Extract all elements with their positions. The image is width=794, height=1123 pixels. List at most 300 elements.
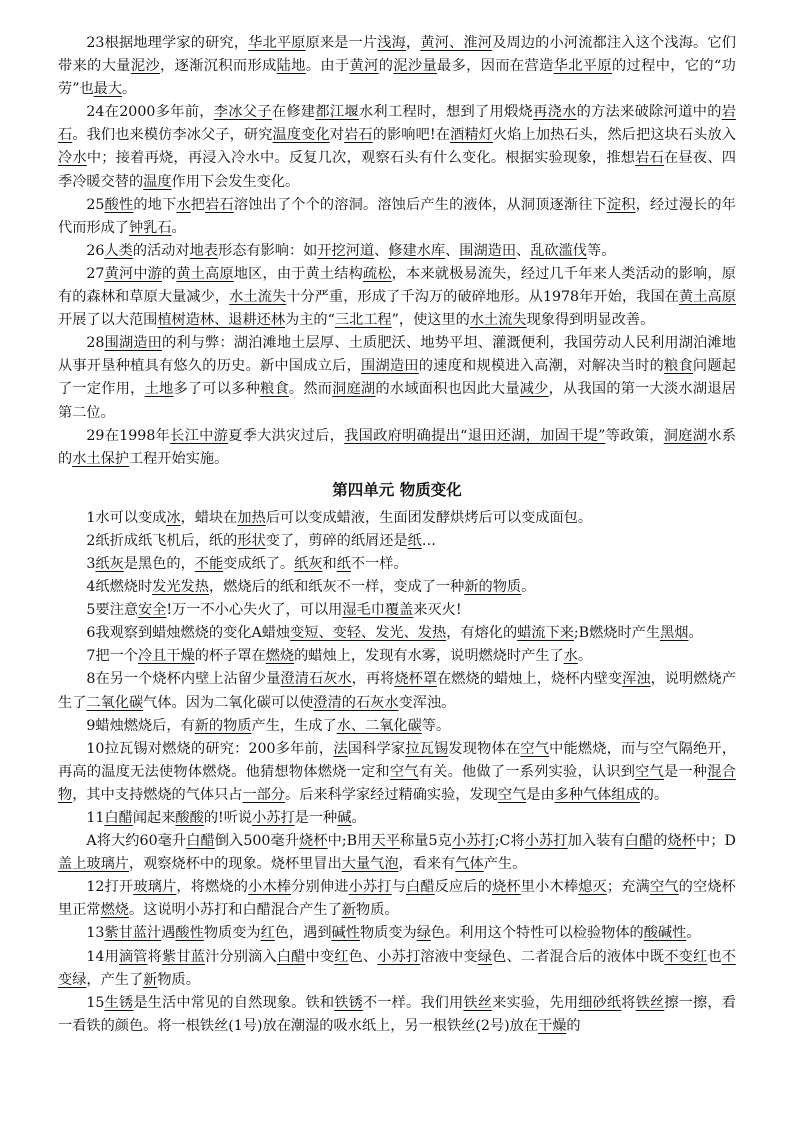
underlined-keyword: 洞庭湖 <box>663 427 708 444</box>
underlined-keyword: 我国政府明确提出“退田还湖，加固干堤” <box>344 427 606 444</box>
text-run: 火焰上加热石头，然后把这块石头放入 <box>492 127 736 144</box>
underlined-keyword: 三北工程 <box>334 312 392 329</box>
text-run: 的影响吧!在 <box>372 127 451 144</box>
text-run: 。然而 <box>288 381 333 398</box>
text-run: 26 <box>86 242 105 259</box>
text-run: 2纸折成纸飞机后，纸的 <box>86 532 238 549</box>
underlined-keyword: 铁锈 <box>334 994 363 1011</box>
text-run: 是一种 <box>664 763 708 780</box>
underlined-keyword: 红 <box>260 925 275 942</box>
underlined-keyword: 粮食 <box>664 358 693 375</box>
underlined-keyword: 水 <box>176 196 191 213</box>
underlined-keyword: 湿毛巾覆盖 <box>342 602 414 619</box>
underlined-keyword: 淀积 <box>606 196 636 213</box>
text-run: 的杯子罩在 <box>194 648 266 665</box>
text-run: 24在2000多年前， <box>86 104 214 121</box>
underlined-keyword: 碱 <box>337 810 352 826</box>
paragraph <box>58 599 736 622</box>
text-run: 十分严重，形成了千沟万的破碎地形。从1978年开始，我国在 <box>286 289 679 306</box>
text-run: 倒入500毫升 <box>214 833 300 850</box>
text-run: 、 <box>516 242 531 259</box>
text-run: ，其中支持燃烧的气体只占 <box>72 786 243 803</box>
underlined-keyword: 开挖河道 <box>317 242 375 259</box>
underlined-keyword: 细砂纸 <box>578 994 622 1011</box>
underlined-keyword: 新 <box>341 902 356 919</box>
underlined-keyword: 二氧化碳 <box>86 694 144 711</box>
underlined-keyword: 熄灭 <box>578 879 607 896</box>
text-run: ;C将 <box>494 833 525 850</box>
underlined-keyword: 水土流失 <box>469 312 527 329</box>
underlined-keyword: 多种气体组成 <box>554 786 640 803</box>
underlined-keyword: 人类 <box>104 242 133 259</box>
text-run: 物质。 <box>356 902 399 919</box>
text-run: 变了，剪碎的纸屑还是 <box>265 532 408 549</box>
text-run: 中；接着再烧，再浸入冷水中。反复几次，观察石头有什么变化。根据实验现象，推想 <box>86 150 636 167</box>
text-run: 不一样。 <box>350 555 408 572</box>
text-run: 中能燃烧，而与空气隔绝开，再高的温度无法使物体燃烧。他猜想物体燃烧一定和 <box>58 740 736 780</box>
section-unit-three-tail <box>58 32 736 471</box>
paragraph <box>58 101 736 193</box>
underlined-keyword: 盖上玻璃片 <box>58 856 129 873</box>
text-run: 是由 <box>526 786 555 803</box>
underlined-keyword: 小苏打 <box>524 833 568 850</box>
text-run: 有关。他做了一系列实验，认识到 <box>418 763 636 780</box>
text-run: 的!听说 <box>203 810 253 826</box>
text-run: ，产生了 <box>86 971 144 988</box>
underlined-keyword: 减少 <box>519 381 549 398</box>
underlined-keyword: 干燥 <box>538 1017 567 1034</box>
underlined-keyword: 黄河中游 <box>104 265 163 282</box>
underlined-keyword: 酸性 <box>104 196 134 213</box>
text-run: 原来是一片 <box>305 35 378 51</box>
text-run: ，本来就极易流失，经过几千年来人类活动的影响，原有的森林和草原大量减少， <box>58 265 736 306</box>
underlined-keyword: 纸 <box>336 555 351 572</box>
text-run: 是一种 <box>294 810 338 826</box>
text-run: 现象得到明显改善。 <box>526 312 655 329</box>
section-unit-four <box>58 507 736 1038</box>
paragraph <box>58 240 736 263</box>
text-run: 、 <box>374 242 389 259</box>
text-run: 。 <box>351 810 366 826</box>
text-run: 溶液中变 <box>420 948 478 965</box>
text-run: ;B燃烧时产生 <box>573 625 661 642</box>
text-run: 变成纸了。 <box>223 555 295 572</box>
text-run: 色、 <box>348 948 378 965</box>
text-run: 分别伸进 <box>291 879 349 896</box>
text-run: 。由于 <box>305 58 350 75</box>
underlined-keyword: 温度变化 <box>272 127 330 144</box>
text-run: 遇 <box>161 925 176 942</box>
underlined-keyword: 烧杯 <box>492 879 521 896</box>
text-run: 夏季大洪灾过后， <box>228 427 345 444</box>
text-run: 擦一擦，看一看铁的颜色。将一根铁丝(1号)放在潮湿的吸水纸上，另一根铁丝(2号)放在 <box>58 994 736 1034</box>
underlined-keyword: 白醋 <box>624 833 654 850</box>
underlined-keyword: 新的物质 <box>464 579 522 596</box>
underlined-keyword: 铁丝 <box>463 994 493 1011</box>
text-run: 的空烧杯里正常 <box>58 879 736 919</box>
underlined-keyword: 陆地 <box>276 58 306 75</box>
text-run: 在昼夜、四季冷暖交替的 <box>58 150 736 190</box>
text-run: 15 <box>86 994 105 1011</box>
text-run: 的利与弊：湖泊滩地土层厚、土质肥沃、地势平坦、灌溉便利，我国劳动人民利用湖泊滩地从事开垦种植具有悠久的历史。新中国成立后， <box>58 335 736 375</box>
text-run: 不一样。我们用 <box>362 994 464 1011</box>
text-run: ，说明燃烧产生了 <box>58 671 736 711</box>
text-run: 把 <box>190 196 206 213</box>
text-run: ，看来有 <box>398 856 456 873</box>
text-run: 的蜡烛上，发现有水雾，说明燃烧时产生了 <box>294 648 564 665</box>
underlined-keyword: 乱砍滥伐 <box>530 242 587 259</box>
text-run: 发现物体在 <box>448 740 521 757</box>
paragraph <box>58 553 736 576</box>
text-run: 的水域面积也因此大量 <box>375 381 520 398</box>
paragraph <box>58 622 736 645</box>
text-run: 是黑色的， <box>123 555 195 572</box>
underlined-keyword: 不变红 <box>664 948 708 965</box>
text-run: 变浑浊。 <box>398 694 456 711</box>
text-run: 问题起了一定作用， <box>58 358 736 398</box>
text-run: 的 <box>162 265 177 282</box>
text-run: ；充满 <box>606 879 650 896</box>
underlined-keyword: 紫甘蓝汁 <box>104 925 162 942</box>
underlined-keyword: 生锈 <box>104 994 134 1011</box>
underlined-keyword: 燃烧 <box>100 902 129 919</box>
underlined-keyword: 浅海 <box>377 35 406 51</box>
text-run: ，从我国的第一大淡水湖退居第二位。 <box>58 381 736 421</box>
text-run: 闻起来 <box>132 810 176 826</box>
text-run: 国科学家 <box>347 740 406 757</box>
text-run: 。我们也来模仿李冰父子，研究 <box>72 127 273 144</box>
underlined-keyword: 水土保护 <box>72 450 129 467</box>
text-run: 。这说明小苏打和白醋混合产生了 <box>128 902 342 919</box>
text-run: 6我观察到蜡烛燃烧的变化A蜡烛 <box>86 625 291 642</box>
underlined-keyword: 紫甘蓝 <box>162 948 206 965</box>
underlined-keyword: 华北平原 <box>248 35 306 51</box>
underlined-keyword: 不变绿 <box>58 948 736 988</box>
underlined-keyword: 岩石 <box>205 196 234 213</box>
paragraph <box>58 530 736 553</box>
text-run: 加入装有 <box>567 833 625 850</box>
text-run: 是生活中常见的自然现象。铁和 <box>133 994 335 1011</box>
underlined-keyword: 泥沙 <box>130 58 161 75</box>
text-run: 里小木棒 <box>520 879 579 896</box>
underlined-keyword: 黄土高原 <box>679 289 736 306</box>
text-run: ，蜡块在 <box>180 509 238 526</box>
underlined-keyword: 黄河 <box>349 58 379 75</box>
text-run: 形态有影响：如 <box>218 242 318 259</box>
paragraph <box>58 194 736 240</box>
underlined-keyword: 拉瓦锡 <box>405 740 449 757</box>
underlined-keyword: 岩石 <box>344 127 373 144</box>
text-run: A将大约60毫升 <box>86 833 187 850</box>
text-run: 作用下会发生变化。 <box>171 173 300 190</box>
underlined-keyword: 酒精灯 <box>450 127 493 144</box>
text-run: 23根据地理学家的研究， <box>86 35 249 51</box>
underlined-keyword: 铁丝 <box>635 994 665 1011</box>
text-run: 。后来科学家经过精确实验，发现 <box>285 786 498 803</box>
underlined-keyword: 小木棒 <box>248 879 292 896</box>
underlined-keyword: 都江堰 <box>315 104 359 121</box>
underlined-keyword: 洞庭湖 <box>332 381 376 398</box>
underlined-keyword: 烧杯 <box>299 833 328 850</box>
paragraph <box>58 946 736 992</box>
underlined-keyword: 酸碱性 <box>643 925 687 942</box>
text-run: 多了可以多种 <box>173 381 261 398</box>
text-run: ，经过漫长的年代而形成了 <box>58 196 736 236</box>
underlined-keyword: 加热 <box>237 509 266 526</box>
text-run: … <box>421 532 436 549</box>
underlined-keyword: 长江中游 <box>170 427 229 444</box>
underlined-keyword: 变短、变轻、发光、发热 <box>290 625 447 642</box>
text-run: ，逐渐沉积而形成 <box>160 58 277 75</box>
text-run: 25 <box>86 196 105 213</box>
text-run: 产生。 <box>483 856 527 873</box>
text-run: 来灭火! <box>413 602 462 619</box>
text-run: 的 <box>378 58 394 75</box>
underlined-keyword: 白醋 <box>405 879 435 896</box>
underlined-keyword: 空气 <box>649 879 679 896</box>
text-run: 中;B用 <box>327 833 372 850</box>
underlined-keyword: 新 <box>143 971 158 988</box>
underlined-keyword: 空气 <box>520 740 550 757</box>
underlined-keyword: 泥沙量 <box>393 58 438 75</box>
underlined-keyword: 大量气泡 <box>341 856 399 873</box>
text-run: 12打开 <box>86 879 134 896</box>
text-run: 反应后的 <box>434 879 493 896</box>
text-run: 在燃烧的蜡烛上，烧杯内壁变 <box>437 671 623 688</box>
text-run: 的 <box>653 833 668 850</box>
underlined-keyword: 浑浊 <box>622 671 651 688</box>
text-run: 物质变为 <box>359 925 417 942</box>
text-run: 开展了以大范围 <box>58 312 158 329</box>
paragraph <box>58 645 736 668</box>
underlined-keyword: 绿 <box>416 925 431 942</box>
underlined-keyword: 小苏打 <box>252 810 295 826</box>
text-run: 将 <box>621 994 636 1011</box>
text-run: 的地下 <box>133 196 177 213</box>
text-run: 29在1998年 <box>86 427 171 444</box>
text-run: 地区，由于黄土结构 <box>233 265 363 282</box>
text-run: 后可以变成蜡液，生面团发酵烘烤后可以变成面包。 <box>265 509 593 526</box>
underlined-keyword: 围湖造田 <box>361 358 419 375</box>
text-run: 3 <box>86 555 96 572</box>
underlined-keyword: 水 <box>563 648 578 665</box>
text-run: 的过程中，它的“功劳”也 <box>58 58 736 98</box>
underlined-keyword: 滴管 <box>118 948 148 965</box>
text-run: 溶蚀出了个个的溶洞。溶蚀后产生的液体，从洞顶逐渐往下 <box>233 196 607 213</box>
text-run: 对 <box>329 127 345 144</box>
text-run: 4纸燃烧时 <box>86 579 153 596</box>
text-run: 5要注意 <box>86 602 138 619</box>
underlined-keyword: 烧杯罩 <box>394 671 438 688</box>
underlined-keyword: 黑烟 <box>660 625 689 642</box>
text-run: 在修建 <box>271 104 316 121</box>
text-run: 的。 <box>639 786 669 803</box>
underlined-keyword: 水、二氧化碳 <box>336 717 422 734</box>
text-run: ，有熔化的 <box>446 625 518 642</box>
text-run: 的方法来破除河道中的 <box>576 104 722 121</box>
text-run: 7把一个 <box>86 648 138 665</box>
underlined-keyword: 空气 <box>389 763 419 780</box>
text-run: ，观察烧杯中的现象。烧杯里冒出 <box>128 856 342 873</box>
paragraph <box>58 876 736 922</box>
underlined-keyword: 空气 <box>635 763 665 780</box>
text-run: 27 <box>86 265 105 282</box>
paragraph <box>58 576 736 599</box>
text-run: 11 <box>86 810 105 826</box>
underlined-keyword: 酸酸 <box>175 810 204 826</box>
text-run: 的速度和规模进入高潮，对解决当时的 <box>418 358 665 375</box>
underlined-keyword: 小苏打 <box>348 879 392 896</box>
underlined-keyword: 李冰父子 <box>213 104 272 121</box>
underlined-keyword: 岩石 <box>635 150 665 167</box>
underlined-keyword: 空气 <box>497 786 527 803</box>
text-run: 等。 <box>421 717 451 734</box>
text-run: 色、二者混合后的液体中既 <box>492 948 665 965</box>
underlined-keyword: 碱性 <box>331 925 360 942</box>
paragraph <box>58 715 736 738</box>
text-run: 13 <box>86 925 105 942</box>
text-run: 来实验，先用 <box>492 994 579 1011</box>
underlined-keyword: 法 <box>333 740 348 757</box>
text-run: 物质。 <box>157 971 200 988</box>
paragraph <box>58 425 736 471</box>
underlined-keyword: 小苏打 <box>377 948 421 965</box>
underlined-keyword: 红 <box>334 948 349 965</box>
underlined-keyword: 安全 <box>137 602 167 619</box>
text-run: 8在另一个烧杯内壁上沾留少量 <box>86 671 281 688</box>
underlined-keyword: 澄清石灰水 <box>280 671 352 688</box>
underlined-keyword: 温度 <box>143 173 172 190</box>
underlined-keyword: 气体 <box>455 856 484 873</box>
underlined-keyword: 冷且干燥 <box>137 648 195 665</box>
underlined-keyword: 玻璃片 <box>133 879 177 896</box>
underlined-keyword: 钟乳石 <box>128 219 172 236</box>
text-run: 的活动对 <box>132 242 190 259</box>
paragraph <box>58 332 736 424</box>
underlined-keyword: 蜡流下来 <box>517 625 574 642</box>
underlined-keyword: 黄河、淮河 <box>420 35 493 51</box>
underlined-keyword: 发光发热 <box>152 579 209 596</box>
text-run: 等。 <box>587 242 616 259</box>
underlined-keyword: 纸灰 <box>294 555 323 572</box>
underlined-keyword: 最大 <box>93 81 123 98</box>
underlined-keyword: 纸灰 <box>95 555 124 572</box>
text-run: 将 <box>147 948 163 965</box>
text-run: 色。利用这个特性可以检验物体的 <box>430 925 644 942</box>
text-run: 水利工程时，想到了用煅烧 <box>358 104 534 121</box>
text-run: 。 <box>122 81 137 98</box>
unit-title: 第四单元 物质变化 <box>332 480 462 499</box>
text-run: 。 <box>577 648 593 665</box>
text-run: 9蜡烛燃烧后，有 <box>86 717 195 734</box>
text-run: 产生，生成了 <box>251 717 337 734</box>
paragraph <box>58 738 736 807</box>
underlined-keyword: 疏松 <box>362 265 392 282</box>
underlined-keyword: 纸 <box>407 532 422 549</box>
underlined-keyword: 冰 <box>166 509 181 526</box>
underlined-keyword: 新的物质 <box>194 717 252 734</box>
text-run: 称量5克 <box>399 833 452 850</box>
underlined-keyword: 酸性 <box>175 925 204 942</box>
text-run: 为主的“ <box>285 312 335 329</box>
underlined-keyword: 白醋 <box>276 948 306 965</box>
underlined-keyword: 粮食 <box>260 381 289 398</box>
underlined-keyword: 修建水库 <box>388 242 446 259</box>
text-run: 、 <box>445 242 460 259</box>
text-run: ， <box>406 35 421 51</box>
text-run: ，再将 <box>351 671 395 688</box>
text-run: 。 <box>171 219 186 236</box>
paragraph <box>58 507 736 530</box>
text-run: 工程开始实施。 <box>128 450 229 467</box>
underlined-keyword: 小苏打 <box>451 833 495 850</box>
text-run: 。 <box>521 579 536 596</box>
underlined-keyword: 烧杯 <box>667 833 697 850</box>
text-run: 气体。因为二氧化碳可以使 <box>143 694 314 711</box>
underlined-keyword: 土地 <box>144 381 174 398</box>
text-run: 等政策， <box>605 427 664 444</box>
text-run: 物质变为 <box>203 925 261 942</box>
paragraph <box>58 263 736 332</box>
text-run: 和 <box>322 555 337 572</box>
underlined-keyword: 再浇水 <box>533 104 577 121</box>
paragraph <box>58 830 736 876</box>
text-run: 的 <box>566 1017 581 1034</box>
text-run: 最多，因而在营造 <box>437 58 554 75</box>
text-run: 水系的 <box>58 427 736 467</box>
text-run: 与 <box>391 879 406 896</box>
underlined-keyword: 白醋 <box>104 810 133 826</box>
underlined-keyword: 围湖造田 <box>104 335 163 352</box>
underlined-keyword: 燃烧 <box>265 648 295 665</box>
text-run: 。 <box>686 925 701 942</box>
underlined-keyword: 天平 <box>371 833 400 850</box>
text-run: 28 <box>86 335 105 352</box>
underlined-keyword: 地表 <box>189 242 218 259</box>
underlined-keyword: 混合物 <box>58 763 736 803</box>
underlined-keyword: 黄土高原 <box>176 265 234 282</box>
paragraph <box>58 922 736 945</box>
underlined-keyword: 植树造林、退耕还林 <box>157 312 286 329</box>
text-run: 中变 <box>305 948 335 965</box>
text-run: 中；D <box>696 833 736 850</box>
underlined-keyword: 水土流失 <box>229 289 287 306</box>
text-run: 14用 <box>86 948 119 965</box>
underlined-keyword: 白醋 <box>186 833 215 850</box>
underlined-keyword: 岩石 <box>58 104 736 144</box>
underlined-keyword: 形状 <box>237 532 266 549</box>
text-run: 1水可以变成 <box>86 509 167 526</box>
text-run: 色，遇到 <box>274 925 332 942</box>
underlined-keyword: 不能 <box>194 555 224 572</box>
paragraph <box>58 32 736 101</box>
text-run: 汁分别滴入 <box>205 948 277 965</box>
text-run: 。 <box>688 625 703 642</box>
underlined-keyword: 澄清的石灰水 <box>313 694 399 711</box>
text-run: ，燃烧后的纸和纸灰不一样，变成了一种 <box>208 579 465 596</box>
text-run: 及周边的小河流都注入这个浅海。它们带来的大量 <box>58 35 736 75</box>
paragraph <box>58 807 736 830</box>
text-run: ，将燃烧的 <box>176 879 249 896</box>
underlined-keyword: 一部分 <box>242 786 286 803</box>
text-run: !万一不小心失火了，可以用 <box>166 602 343 619</box>
text-run: 也 <box>707 948 722 965</box>
text-run: 10拉瓦锡对燃烧的研究：200多年前， <box>86 740 334 757</box>
paragraph <box>58 992 736 1038</box>
underlined-keyword: 冷水 <box>58 150 87 167</box>
underlined-keyword: 围湖造田 <box>459 242 517 259</box>
underlined-keyword: 绿 <box>477 948 493 965</box>
